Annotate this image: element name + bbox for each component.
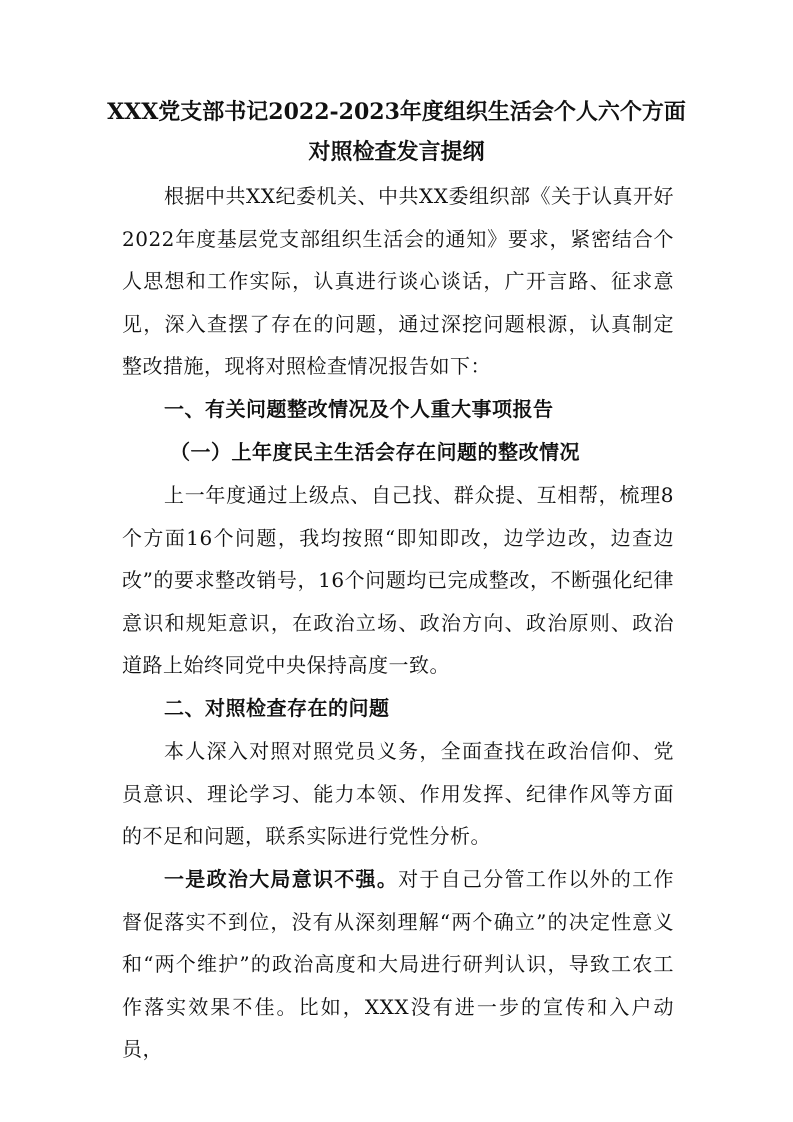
section1-heading: 一、有关问题整改情况及个人重大事项报告	[164, 397, 554, 421]
point1-lead: 一是政治大局意识不强。	[164, 867, 399, 891]
section1-1-heading: （一）上年度民主生活会存在问题的整改情况	[170, 440, 580, 464]
document-title: XXX党支部书记2022-2023年度组织生活会个人六个方面对照检查发言提纲	[107, 99, 686, 165]
point1-paragraph	[122, 858, 674, 1071]
section1-1-paragraph: 上一年度通过上级点、自己找、群众提、互相帮，梳理8个方面16个问题，我均按照“即知即改，边学边改，边查边改”的要求整改销号，16个问题均已完成整改，不断强化纪律意识和规矩意识，在政治立场、政治方向、政治原则、政治道路上始终同党中央保持高度一致。	[122, 483, 674, 678]
section2-paragraph: 本人深入对照对照党员义务，全面查找在政治信仰、党员意识、理论学习、能力本领、作用发挥、纪律作风等方面的不足和问题，联系实际进行党性分析。	[122, 739, 674, 849]
point1-text: 对于自己分管工作以外的工作督促落实不到位，没有从深刻理解“两个确立”的决定性意义和“两个维护”的政治高度和大局进行研判认识，导致工农工作落实效果不佳。比如，XXX没有进一步的宣传和入户动员，	[122, 867, 675, 1062]
section2-heading: 二、对照检查存在的问题	[164, 696, 390, 720]
intro-paragraph: 根据中共XX纪委机关、中共XX委组织部《关于认真开好2022年度基层党支部组织生活会的通知》要求，紧密结合个人思想和工作实际，认真进行谈心谈话，广开言路、征求意见，深入查摆了存在的问题，通过深挖问题根源，认真制定整改措施，现将对照检查情况报告如下：	[122, 184, 674, 379]
